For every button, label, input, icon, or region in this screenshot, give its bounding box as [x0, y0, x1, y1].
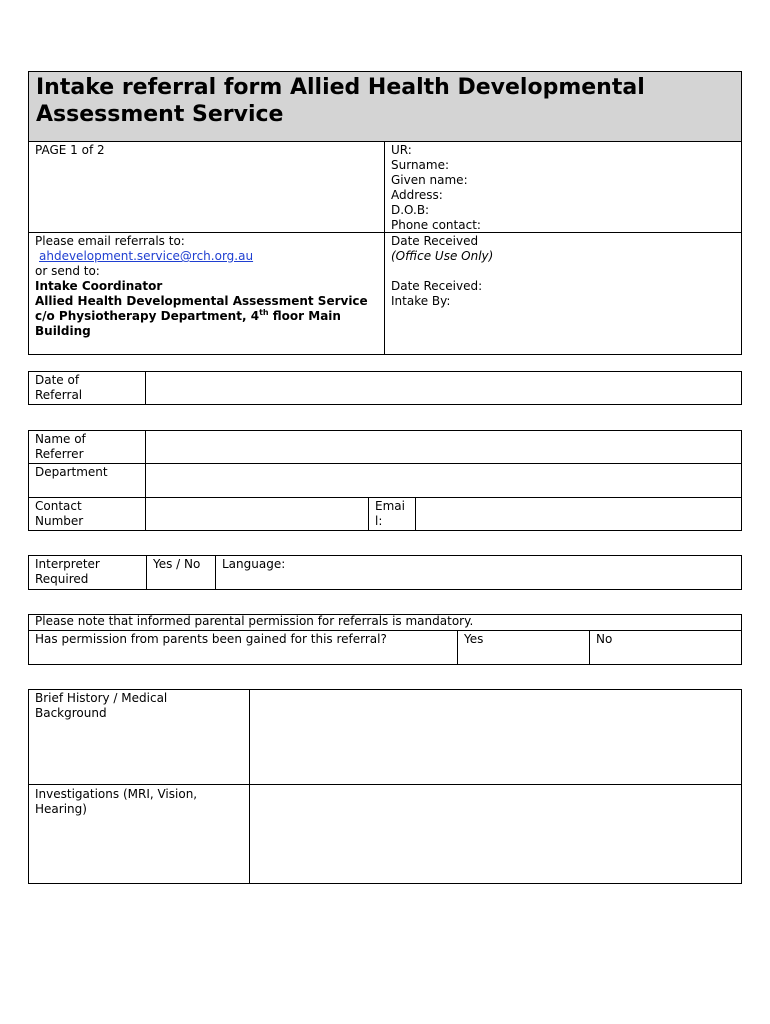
date-received-label: Date Received: [391, 234, 479, 248]
phone-contact-label: Phone contact:: [391, 218, 481, 232]
or-send-label: or send to:: [35, 264, 100, 278]
permission-no-option[interactable]: No: [596, 632, 613, 646]
brief-history-label: Brief History / Medical Background: [35, 691, 168, 720]
email-field[interactable]: [416, 498, 741, 530]
email-label: Emai l:: [375, 499, 405, 528]
department-address: c/o Physiotherapy Department, 4th floor Main Building: [35, 308, 341, 338]
name-of-referrer-label: Name of Referrer: [35, 432, 86, 461]
permission-yes-option[interactable]: Yes: [464, 632, 484, 646]
referral-email-link[interactable]: ahdevelopment.service@rch.org.au: [39, 249, 254, 263]
date-received-field-label: Date Received:: [391, 279, 483, 293]
permission-note: Please note that informed parental permission for referrals is mandatory.: [35, 614, 474, 628]
patient-label-block: [385, 142, 735, 234]
department-label: Department: [35, 465, 108, 479]
permission-question: Has permission from parents been gained for this referral?: [35, 632, 387, 646]
contact-number-label: Contact Number: [35, 499, 84, 528]
intake-by-label: Intake By:: [391, 294, 451, 308]
service-label: Allied Health Developmental Assessment Service: [35, 294, 368, 308]
send-to-block: [29, 233, 383, 340]
interpreter-yes-no[interactable]: Yes / No: [153, 557, 201, 571]
investigations-label: Investigations (MRI, Vision, Hearing): [35, 787, 198, 816]
name-of-referrer-field[interactable]: [146, 431, 741, 462]
investigations-field[interactable]: [250, 785, 741, 883]
date-of-referral-label: Date of Referral: [35, 373, 83, 402]
address-label: Address:: [391, 188, 443, 202]
contact-number-field[interactable]: [146, 498, 367, 530]
office-use-block: [385, 233, 735, 310]
form-title: Intake referral form Allied Health Developmental Assessment Service: [28, 71, 742, 142]
surname-label: Surname:: [391, 158, 450, 172]
office-use-label: (Office Use Only): [391, 249, 494, 263]
brief-history-field[interactable]: [250, 690, 741, 783]
language-label: Language:: [222, 557, 286, 571]
dob-label: D.O.B:: [391, 203, 430, 217]
page-label: PAGE 1 of 2: [35, 143, 105, 157]
department-field[interactable]: [146, 464, 741, 496]
date-of-referral-field[interactable]: [146, 372, 741, 404]
email-instruction: Please email referrals to:: [35, 234, 185, 248]
ur-label: UR:: [391, 143, 412, 157]
coordinator-label: Intake Coordinator: [35, 279, 163, 293]
interpreter-required-label: Interpreter Required: [35, 557, 100, 586]
given-name-label: Given name:: [391, 173, 468, 187]
